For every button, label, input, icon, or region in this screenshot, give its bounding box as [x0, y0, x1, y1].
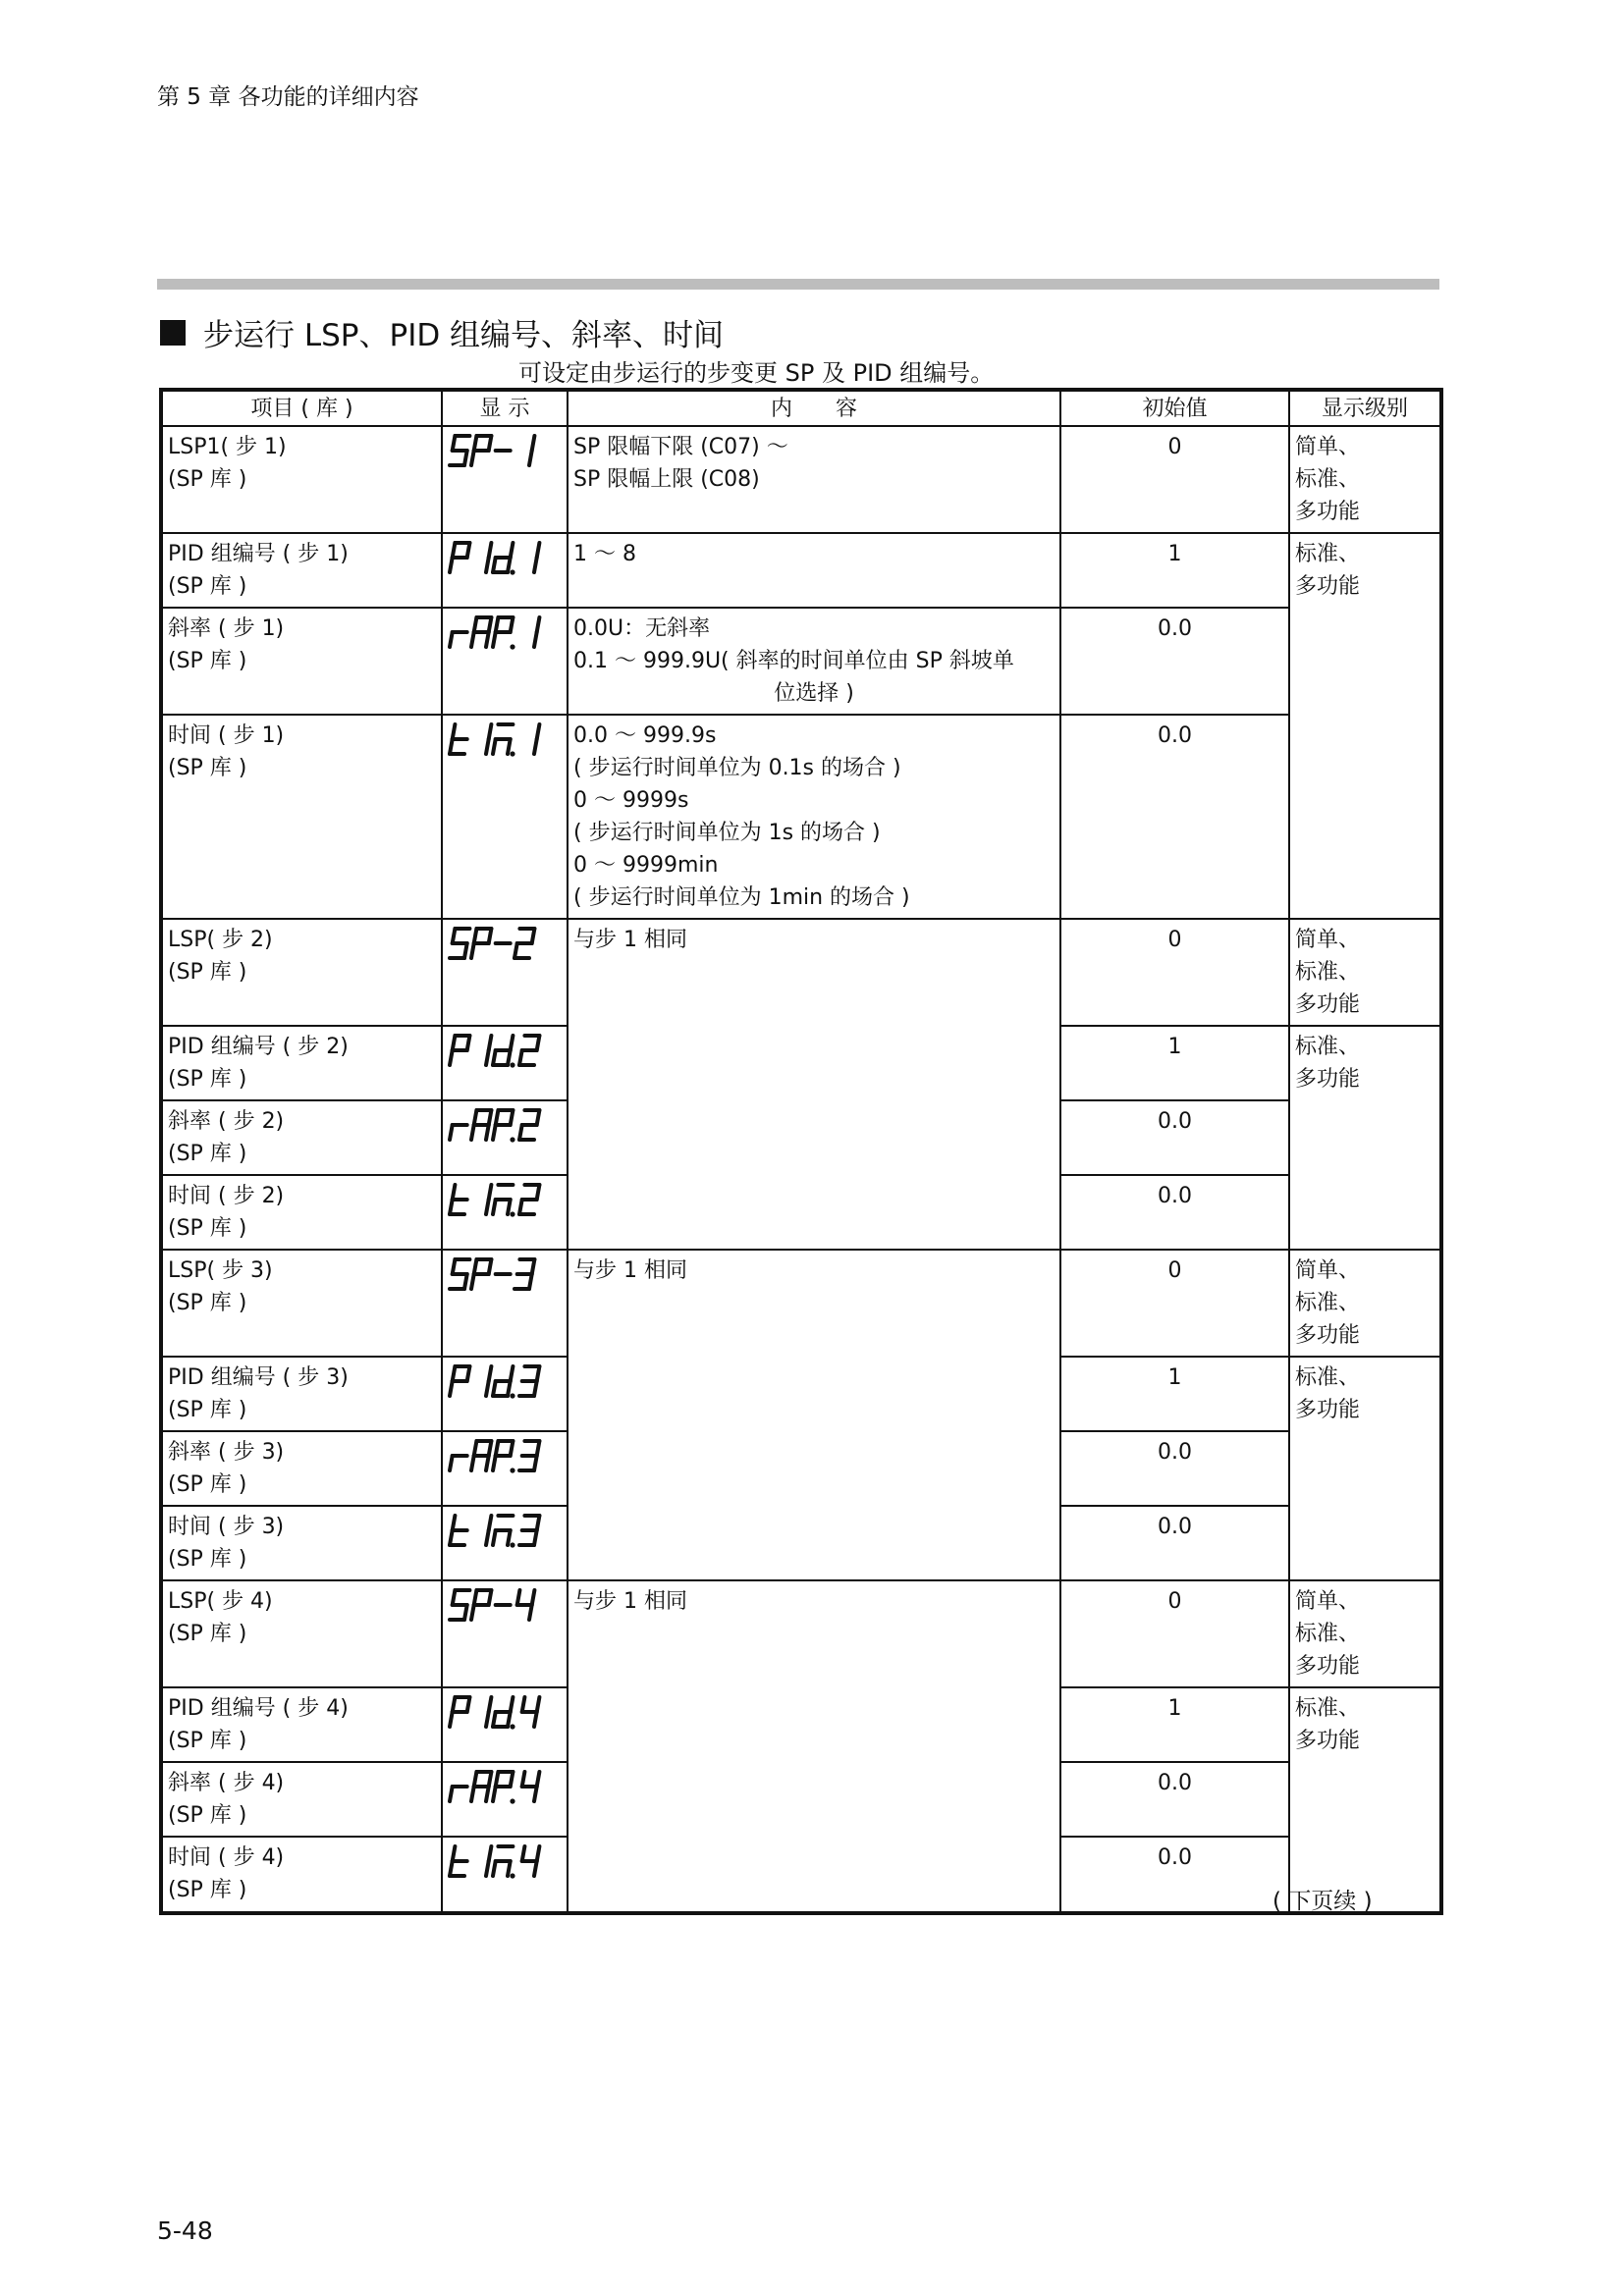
item-line: (SP 库 ) — [168, 1622, 247, 1646]
display-glyphs — [448, 613, 558, 652]
item-cell — [161, 1100, 442, 1175]
content-line: 0 ～ 9999min — [573, 853, 719, 878]
initial-cell: 0.0 — [1060, 715, 1289, 919]
content-line: 0.0U：无斜率 — [573, 616, 711, 641]
page-number: 5-48 — [157, 2216, 213, 2245]
parameter-table — [159, 388, 1443, 1915]
display-glyphs — [448, 1180, 558, 1219]
display-glyphs — [448, 1436, 558, 1475]
seven-segment-display — [448, 1255, 562, 1294]
level-cell — [1289, 1580, 1441, 1687]
content-line: 1 ～ 8 — [573, 542, 636, 566]
item-cell — [161, 1431, 442, 1506]
display-cell — [442, 608, 568, 715]
display-cell — [442, 1506, 568, 1580]
section-rule — [157, 279, 1439, 290]
level-line: 标准、 — [1295, 467, 1361, 492]
item-line: LSP( 步 3) — [168, 1258, 273, 1283]
content-line: ( 步运行时间单位为 0.1s 的场合 ) — [573, 756, 901, 780]
item-line: (SP 库 ) — [168, 1729, 247, 1753]
item-line: (SP 库 ) — [168, 756, 247, 780]
level-line: 标准、 — [1295, 1035, 1361, 1059]
item-line: LSP( 步 2) — [168, 928, 273, 952]
level-line: 简单、 — [1295, 1589, 1361, 1614]
content-line: SP 限幅上限 (C08) — [573, 467, 760, 492]
item-line: 时间 ( 步 4) — [168, 1845, 285, 1870]
table-row — [161, 608, 1441, 715]
level-line: 标准、 — [1295, 542, 1361, 566]
item-cell — [161, 1837, 442, 1913]
seven-segment-display — [448, 1585, 562, 1625]
display-cell — [442, 1837, 568, 1913]
level-line: 多功能 — [1295, 1398, 1361, 1422]
display-glyphs — [448, 1842, 558, 1881]
seven-segment-display — [448, 1511, 562, 1550]
item-line: (SP 库 ) — [168, 649, 247, 673]
level-line: 简单、 — [1295, 1258, 1361, 1283]
item-cell — [161, 715, 442, 919]
display-cell — [442, 715, 568, 919]
item-line: PID 组编号 ( 步 2) — [168, 1035, 349, 1059]
item-line: (SP 库 ) — [168, 1216, 247, 1241]
level-line: 多功能 — [1295, 574, 1361, 599]
content-cell — [568, 608, 1060, 715]
display-cell — [442, 1175, 568, 1250]
initial-cell: 0.0 — [1060, 1837, 1289, 1913]
item-cell — [161, 1250, 442, 1357]
item-cell — [161, 1026, 442, 1100]
display-glyphs — [448, 924, 558, 963]
table-row — [161, 1580, 1441, 1687]
level-cell — [1289, 426, 1441, 533]
item-line: PID 组编号 ( 步 1) — [168, 542, 349, 566]
content-line: ( 步运行时间单位为 1min 的场合 ) — [573, 885, 910, 910]
item-cell — [161, 426, 442, 533]
display-cell — [442, 1250, 568, 1357]
content-cell — [568, 1580, 1060, 1913]
content-cell — [568, 533, 1060, 608]
item-line: 斜率 ( 步 1) — [168, 616, 285, 641]
display-cell — [442, 426, 568, 533]
level-line: 多功能 — [1295, 1067, 1361, 1092]
content-line: 与步 1 相同 — [573, 1589, 687, 1614]
initial-cell: 0.0 — [1060, 1175, 1289, 1250]
initial-cell: 0 — [1060, 1250, 1289, 1357]
initial-cell: 0 — [1060, 919, 1289, 1026]
content-cell — [568, 426, 1060, 533]
level-line: 标准、 — [1295, 1365, 1361, 1390]
display-glyphs — [448, 1692, 558, 1732]
level-cell — [1289, 1026, 1441, 1250]
display-cell — [442, 533, 568, 608]
section-title — [160, 310, 724, 354]
item-line: (SP 库 ) — [168, 467, 247, 492]
display-cell — [442, 1580, 568, 1687]
item-line: (SP 库 ) — [168, 960, 247, 985]
level-line: 标准、 — [1295, 1622, 1361, 1646]
level-line: 标准、 — [1295, 1696, 1361, 1721]
seven-segment-display — [448, 1436, 562, 1475]
table-header-row — [161, 390, 1441, 426]
content-line: 0.0 ～ 999.9s — [573, 723, 717, 748]
item-cell — [161, 608, 442, 715]
header-content: 内 容 — [568, 390, 1060, 426]
item-line: (SP 库 ) — [168, 1803, 247, 1828]
initial-cell: 0.0 — [1060, 1100, 1289, 1175]
item-line: (SP 库 ) — [168, 574, 247, 599]
display-glyphs — [448, 1105, 558, 1145]
item-line: (SP 库 ) — [168, 1398, 247, 1422]
level-cell — [1289, 533, 1441, 919]
item-line: 时间 ( 步 2) — [168, 1184, 285, 1208]
table-row — [161, 715, 1441, 919]
level-line: 简单、 — [1295, 435, 1361, 459]
item-line: (SP 库 ) — [168, 1142, 247, 1166]
item-line: (SP 库 ) — [168, 1291, 247, 1315]
item-line: 斜率 ( 步 2) — [168, 1109, 285, 1134]
display-glyphs — [448, 1511, 558, 1550]
initial-cell: 0 — [1060, 1580, 1289, 1687]
section-title-text: 步运行 LSP、PID 组编号、斜率、时间 — [203, 318, 725, 353]
initial-cell: 1 — [1060, 1687, 1289, 1762]
running-head: 第 5 章 各功能的详细内容 — [157, 84, 419, 110]
initial-cell: 1 — [1060, 1357, 1289, 1431]
display-glyphs — [448, 1585, 558, 1625]
initial-cell: 0.0 — [1060, 1431, 1289, 1506]
display-glyphs — [448, 1767, 558, 1806]
seven-segment-display — [448, 613, 562, 652]
item-line: LSP( 步 4) — [168, 1589, 273, 1614]
item-line: (SP 库 ) — [168, 1472, 247, 1497]
item-cell — [161, 1175, 442, 1250]
display-glyphs — [448, 1031, 558, 1070]
display-cell — [442, 919, 568, 1026]
initial-cell: 0.0 — [1060, 608, 1289, 715]
level-cell — [1289, 919, 1441, 1026]
content-line: 0.1 ～ 999.9U( 斜率的时间单位由 SP 斜坡单 — [573, 649, 1014, 673]
display-cell — [442, 1026, 568, 1100]
content-line: ( 步运行时间单位为 1s 的场合 ) — [573, 821, 881, 845]
item-cell — [161, 1357, 442, 1431]
content-line: 与步 1 相同 — [573, 1258, 687, 1283]
item-line: LSP1( 步 1) — [168, 435, 287, 459]
item-cell — [161, 533, 442, 608]
seven-segment-display — [448, 431, 562, 470]
seven-segment-display — [448, 1842, 562, 1881]
section-bullet-icon — [160, 320, 186, 346]
section-subtitle: 可设定由步运行的步变更 SP 及 PID 组编号。 — [518, 359, 995, 387]
continued-note: ( 下页续 ) — [1272, 1889, 1373, 1914]
table-row — [161, 426, 1441, 533]
content-line: 位选择 ) — [774, 681, 854, 706]
level-cell — [1289, 1250, 1441, 1357]
display-cell — [442, 1762, 568, 1837]
display-glyphs — [448, 431, 558, 470]
display-glyphs — [448, 538, 558, 577]
item-line: 斜率 ( 步 4) — [168, 1771, 285, 1795]
display-cell — [442, 1687, 568, 1762]
header-level: 显示级别 — [1289, 390, 1441, 426]
seven-segment-display — [448, 1105, 562, 1145]
seven-segment-display — [448, 720, 562, 759]
table-row — [161, 1250, 1441, 1357]
item-line: 时间 ( 步 1) — [168, 723, 285, 748]
item-line: PID 组编号 ( 步 3) — [168, 1365, 349, 1390]
content-line: 与步 1 相同 — [573, 928, 687, 952]
level-line: 多功能 — [1295, 1729, 1361, 1753]
table-row — [161, 919, 1441, 1026]
seven-segment-display — [448, 1767, 562, 1806]
level-line: 标准、 — [1295, 1291, 1361, 1315]
seven-segment-display — [448, 1180, 562, 1219]
display-glyphs — [448, 1362, 558, 1401]
item-cell — [161, 919, 442, 1026]
initial-cell: 1 — [1060, 533, 1289, 608]
seven-segment-display — [448, 538, 562, 577]
item-line: (SP 库 ) — [168, 1067, 247, 1092]
header-display: 显 示 — [442, 390, 568, 426]
level-line: 标准、 — [1295, 960, 1361, 985]
item-cell — [161, 1762, 442, 1837]
header-item: 项目 ( 库 ) — [161, 390, 442, 426]
item-line: (SP 库 ) — [168, 1547, 247, 1572]
item-line: 斜率 ( 步 3) — [168, 1440, 285, 1465]
display-cell — [442, 1100, 568, 1175]
header-initial: 初始值 — [1060, 390, 1289, 426]
display-glyphs — [448, 1255, 558, 1294]
item-line: (SP 库 ) — [168, 1878, 247, 1902]
content-cell — [568, 715, 1060, 919]
initial-cell: 1 — [1060, 1026, 1289, 1100]
initial-cell: 0.0 — [1060, 1762, 1289, 1837]
level-line: 多功能 — [1295, 992, 1361, 1017]
item-cell — [161, 1687, 442, 1762]
initial-cell: 0 — [1060, 426, 1289, 533]
level-cell — [1289, 1357, 1441, 1580]
level-line: 多功能 — [1295, 500, 1361, 524]
level-line: 多功能 — [1295, 1323, 1361, 1348]
content-cell — [568, 1250, 1060, 1580]
level-line: 多功能 — [1295, 1654, 1361, 1679]
display-cell — [442, 1431, 568, 1506]
level-line: 简单、 — [1295, 928, 1361, 952]
item-cell — [161, 1506, 442, 1580]
content-line: 0 ～ 9999s — [573, 788, 689, 813]
item-cell — [161, 1580, 442, 1687]
table-row — [161, 533, 1441, 608]
content-cell — [568, 919, 1060, 1250]
seven-segment-display — [448, 1031, 562, 1070]
display-glyphs — [448, 720, 558, 759]
item-line: PID 组编号 ( 步 4) — [168, 1696, 349, 1721]
initial-cell: 0.0 — [1060, 1506, 1289, 1580]
seven-segment-display — [448, 1362, 562, 1401]
level-cell — [1289, 1687, 1441, 1913]
display-cell — [442, 1357, 568, 1431]
item-line: 时间 ( 步 3) — [168, 1515, 285, 1539]
seven-segment-display — [448, 924, 562, 963]
content-line: SP 限幅下限 (C07) ～ — [573, 435, 788, 459]
seven-segment-display — [448, 1692, 562, 1732]
